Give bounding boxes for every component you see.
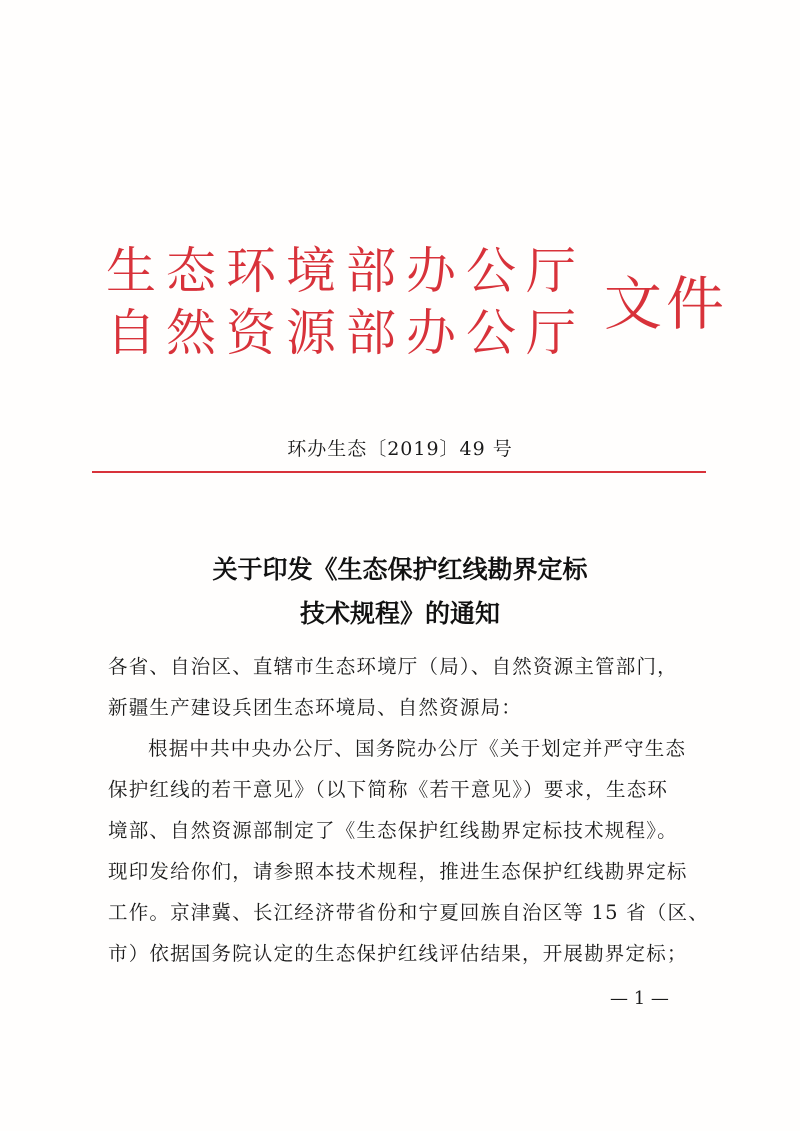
body-line: 新疆生产建设兵团生态环境局、自然资源局： (108, 696, 523, 719)
body-line: 保护红线的若干意见》（以下简称《若干意见》）要求，生态环 (108, 778, 669, 801)
document-type-label: 文件 (604, 270, 729, 338)
body-line: 根据中共中央办公厅、国务院办公厅《关于划定并严守生态 (148, 737, 687, 760)
document-title (0, 548, 800, 636)
issuing-organizations (106, 240, 586, 364)
body-line: 各省、自治区、直辖市生态环境厅（局）、自然资源主管部门， (108, 655, 678, 678)
title-line-2: 技术规程》的通知 (299, 599, 500, 628)
title-line-1: 关于印发《生态保护红线勘界定标 (212, 555, 588, 584)
document-number: 环办生态〔2019〕49 号 (287, 438, 513, 460)
body-line: 工作。京津冀、长江经济带省份和宁夏回族自治区等 15 省（区、 (108, 901, 709, 924)
red-divider-line (92, 471, 706, 473)
issuing-org-1: 生态环境部办公厅 (106, 242, 586, 300)
body-line: 现印发给你们，请参照本技术规程，推进生态保护红线勘界定标 (108, 860, 688, 883)
issuing-org-2: 自然资源部办公厅 (106, 304, 586, 362)
body-line: 市）依据国务院认定的生态保护红线评估结果，开展勘界定标； (108, 942, 688, 965)
page-number: — 1 — (610, 988, 669, 1009)
document-body (108, 646, 712, 974)
body-line: 境部、自然资源部制定了《生态保护红线勘界定标技术规程》。 (108, 819, 678, 842)
